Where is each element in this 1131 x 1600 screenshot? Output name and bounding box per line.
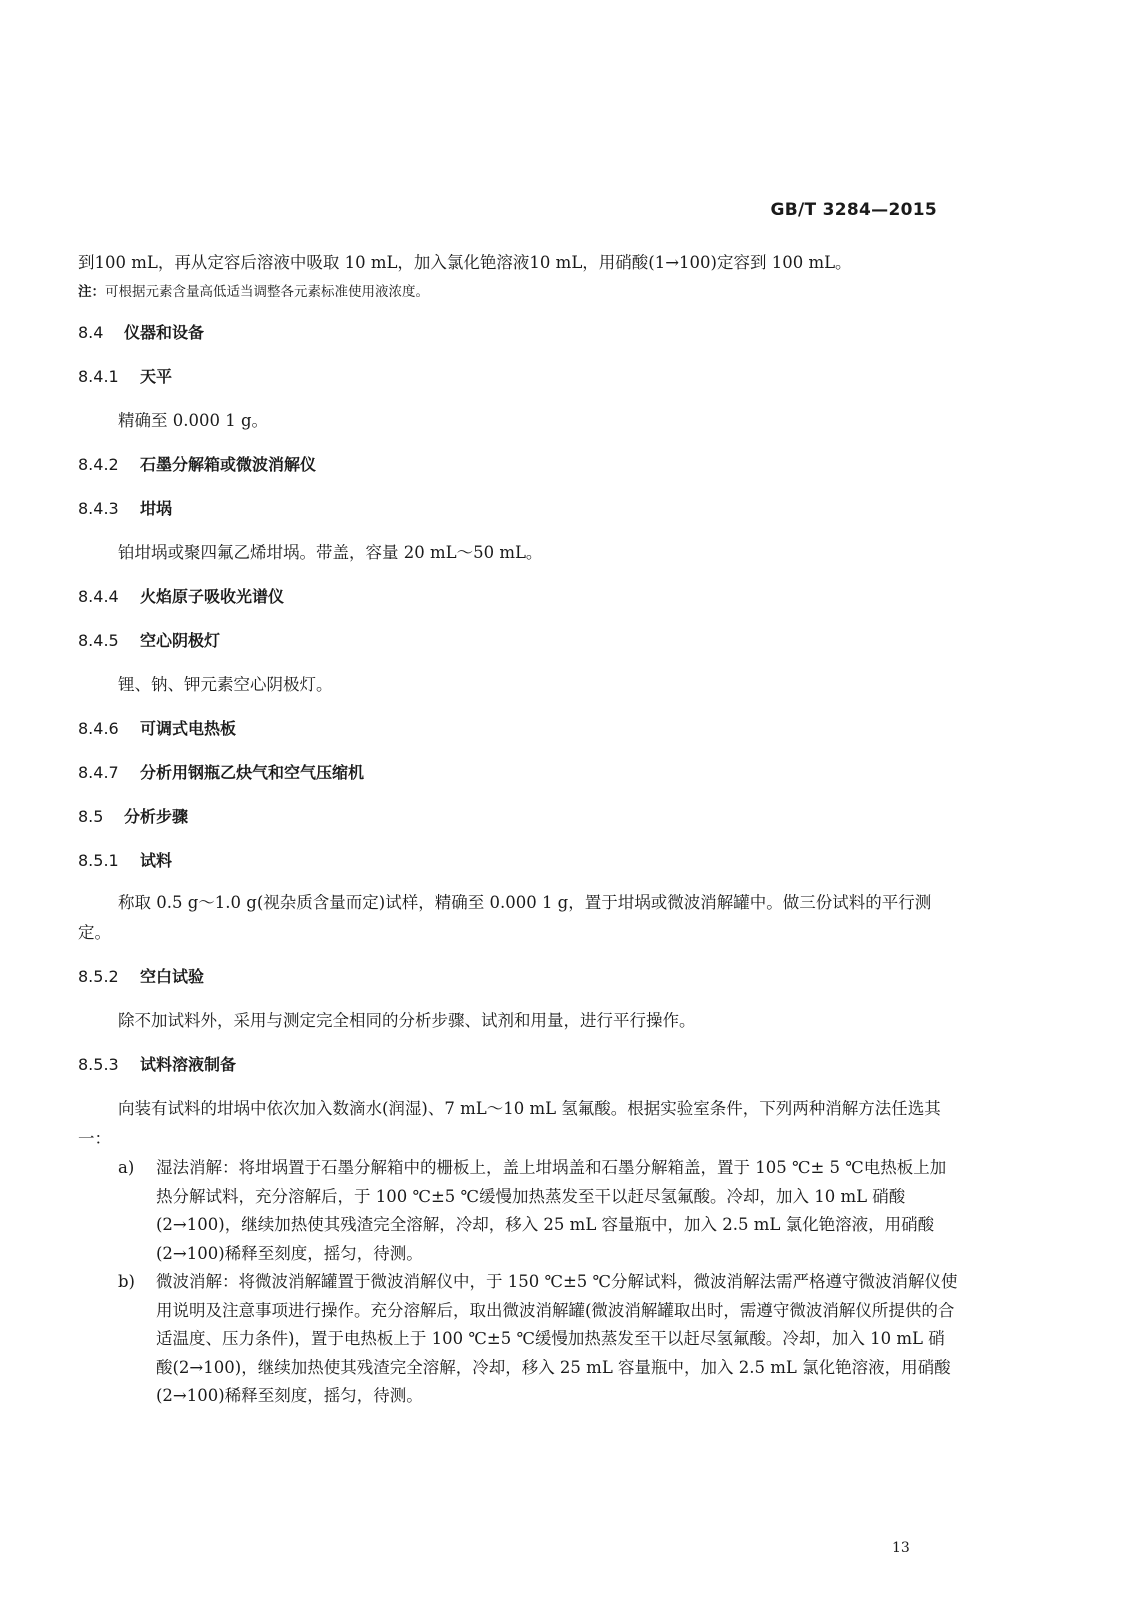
list-marker: a) xyxy=(118,1158,135,1177)
heading-number: 8.4.4 xyxy=(78,587,119,606)
heading-8-5-1 xyxy=(78,850,172,872)
heading-number: 8.4.2 xyxy=(78,455,119,474)
heading-title: 分析步骤 xyxy=(124,807,189,826)
heading-number: 8.4 xyxy=(78,323,104,342)
heading-8-4 xyxy=(78,322,204,344)
body-8-4-3: 铂坩埚或聚四氟乙烯坩埚。带盖，容量 20 mL～50 mL。 xyxy=(118,543,543,562)
heading-title: 石墨分解箱或微波消解仪 xyxy=(140,455,317,474)
standard-number: GB/T 3284—2015 xyxy=(770,200,937,220)
body-8-4-5: 锂、钠、钾元素空心阴极灯。 xyxy=(118,675,333,694)
heading-8-4-4 xyxy=(78,586,284,608)
heading-number: 8.4.5 xyxy=(78,631,119,650)
heading-8-4-5 xyxy=(78,630,220,652)
body-8-5-2: 除不加试料外，采用与测定完全相同的分析步骤、试剂和用量，进行平行操作。 xyxy=(118,1011,696,1030)
continuation-paragraph: 到100 mL，再从定容后溶液中吸取 10 mL，加入氯化铯溶液10 mL，用硝酸(1→100)定容到 100 mL。 xyxy=(78,253,852,272)
heading-number: 8.4.7 xyxy=(78,763,119,782)
heading-8-4-2 xyxy=(78,454,316,476)
heading-title: 天平 xyxy=(140,367,173,386)
heading-title: 空心阴极灯 xyxy=(140,631,221,650)
heading-title: 可调式电热板 xyxy=(140,719,237,738)
heading-title: 空白试验 xyxy=(140,967,205,986)
heading-8-4-7 xyxy=(78,762,364,784)
list-item xyxy=(118,1154,958,1268)
heading-number: 8.5 xyxy=(78,807,104,826)
heading-number: 8.4.1 xyxy=(78,367,119,386)
heading-number: 8.5.2 xyxy=(78,967,119,986)
list-marker: b) xyxy=(118,1272,135,1291)
heading-8-5-3 xyxy=(78,1054,236,1076)
heading-8-5 xyxy=(78,806,188,828)
body-8-4-1: 精确至 0.000 1 g。 xyxy=(118,411,269,430)
note-text: 可根据元素含量高低适当调整各元素标准使用液浓度。 xyxy=(105,284,429,300)
heading-title: 火焰原子吸收光谱仪 xyxy=(140,587,285,606)
heading-title: 仪器和设备 xyxy=(124,323,205,342)
list-item xyxy=(118,1268,958,1411)
heading-8-4-3 xyxy=(78,498,172,520)
list-item-text: 微波消解：将微波消解罐置于微波消解仪中，于 150 ℃±5 ℃分解试料，微波消解法需严格遵守微波消解仪使用说明及注意事项进行操作。充分溶解后，取出微波消解罐(微波消解罐取出时，需遵守微波消解仪所提供的合适温度、压力条件)，置于电热板上于 100 ℃±5 ℃缓慢加热蒸发至干以赶尽氢氟酸。冷却，加入 10 mL 硝酸(2→100)，继续加热使其残渣完全溶解，冷却，移入 25 mL 容量瓶中，加入 2.5 mL 氯化铯溶液，用硝酸(2→100)稀释至刻度，摇匀，待测。 xyxy=(156,1272,958,1405)
heading-title: 坩埚 xyxy=(140,499,173,518)
heading-8-5-2 xyxy=(78,966,204,988)
list-item-text: 湿法消解：将坩埚置于石墨分解箱中的栅板上，盖上坩埚盖和石墨分解箱盖，置于 105 ℃± 5 ℃电热板上加热分解试料，充分溶解后，于 100 ℃±5 ℃缓慢加热蒸发至干以赶尽氢氟酸。冷却，加入 10 mL 硝酸(2→100)，继续加热使其残渣完全溶解，冷却，移入 25 mL 容量瓶中，加入 2.5 mL 氯化铯溶液，用硝酸(2→100)稀释至刻度，摇匀，待测。 xyxy=(156,1158,947,1263)
heading-title: 试料 xyxy=(140,851,173,870)
digestion-method-list xyxy=(118,1154,958,1411)
note xyxy=(78,282,429,302)
heading-number: 8.4.6 xyxy=(78,719,119,738)
heading-title: 分析用钢瓶乙炔气和空气压缩机 xyxy=(140,763,365,782)
heading-8-4-6 xyxy=(78,718,236,740)
heading-title: 试料溶液制备 xyxy=(140,1055,237,1074)
heading-8-4-1 xyxy=(78,366,172,388)
body-8-5-1: 称取 0.5 g～1.0 g(视杂质含量而定)试样，精确至 0.000 1 g，置于坩埚或微波消解罐中。做三份试料的平行测定。 xyxy=(78,893,932,942)
heading-number: 8.4.3 xyxy=(78,499,119,518)
heading-number: 8.5.1 xyxy=(78,851,119,870)
heading-number: 8.5.3 xyxy=(78,1055,119,1074)
body-8-5-3: 向装有试料的坩埚中依次加入数滴水(润湿)、7 mL～10 mL 氢氟酸。根据实验室条件，下列两种消解方法任选其一： xyxy=(78,1099,941,1148)
note-label: 注： xyxy=(78,284,105,300)
page-number: 13 xyxy=(892,1540,910,1556)
